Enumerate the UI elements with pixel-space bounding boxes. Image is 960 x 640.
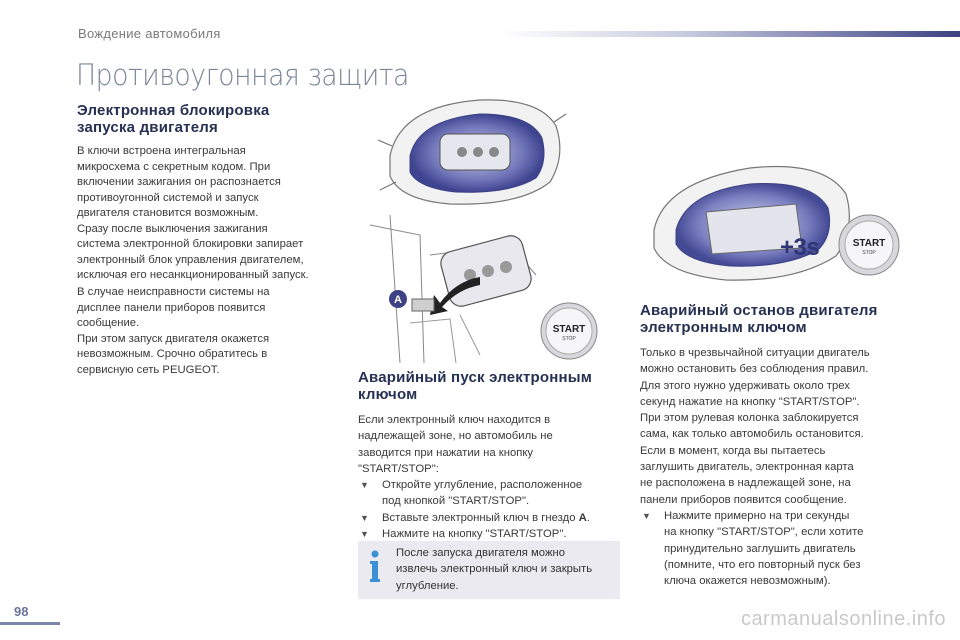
info-text: После запуска двигателя можно извлечь электронный ключ и закрыть углубление. <box>396 547 593 592</box>
section-emergency-start-heading: Аварийный пуск электронным ключом <box>358 369 593 403</box>
list-item: ▼ Нажмите примерно на три секунды на кнопку "START/STOP", если хотите принудительно заглушить двигатель (помните, что его повторный пуск без ключа окажется невозможным). <box>642 509 864 588</box>
start-label: START <box>552 324 586 335</box>
page-number-rule <box>0 622 60 625</box>
bullet-arrow-icon: ▼ <box>642 510 651 521</box>
bullet-arrow-icon: ▼ <box>360 512 369 523</box>
list-item: ▼ Нажмите на кнопку "START/STOP". <box>358 526 628 542</box>
watermark: carmanualsonline.info <box>740 608 946 630</box>
car-key-illustration <box>370 86 570 214</box>
page-number: 98 <box>14 604 29 619</box>
info-icon <box>368 549 382 585</box>
start-label-2: START <box>852 238 886 249</box>
callout-a-label: A <box>394 294 402 306</box>
bullet-arrow-icon: ▼ <box>360 529 369 540</box>
page-title: Противоугонная защита <box>76 58 409 92</box>
chapter-title: Вождение автомобиля <box>78 26 221 41</box>
section-immobiliser-fault <box>77 285 327 379</box>
section-immobiliser <box>77 102 347 284</box>
stop-label: STOP <box>562 336 576 342</box>
section-emergency-stop <box>640 302 910 589</box>
fault-text: В случае неисправности системы на дисплее панели приборов появится сообщение. При этом запуск двигателя окажется невозможным. Срочно обратитесь в сервисную сеть PEUGEOT. <box>77 286 270 376</box>
list-item: ▼ Откройте углубление, расположенное под кнопкой "START/STOP". <box>360 479 583 508</box>
start-stop-button-2 <box>838 214 900 276</box>
car-zone-illustration <box>646 152 858 290</box>
emergency-start-text: Если электронный ключ находится в надлежащей зоне, но автомобиль не заводится при нажатии на кнопку "START/STOP": ▼ Откройте углубление, расположенное под кнопкой "START/STOP". ▼ Вставьте электронный ключ в гнездо A. ▼ Нажмите на кнопку "START/STOP". <box>358 412 628 542</box>
section-emergency-start <box>358 369 628 542</box>
section-immobiliser-heading: Электронная блокировка запуска двигателя <box>77 102 270 136</box>
info-box <box>358 541 620 599</box>
section-emergency-stop-heading: Аварийный останов двигателя электронным ключом <box>640 302 878 336</box>
list-item: ▼ Вставьте электронный ключ в гнездо A. <box>358 510 628 526</box>
start-stop-button-1 <box>540 302 598 360</box>
three-seconds-label: +3s <box>780 234 820 261</box>
bullet-arrow-icon: ▼ <box>360 480 369 491</box>
section-immobiliser-text: В ключи встроена интегральная микросхема с секретным кодом. При включении зажигания он распознается противоугонной системой и запуск двигателя становится возможным. Сразу после выключения зажигания система электронной блокировки запирает электронный блок управления двигателем, исключая его несанкционированный запуск. <box>77 145 309 281</box>
emergency-stop-text: Только в чрезвычайной ситуации двигатель можно остановить без соблюдения правил. Для этого нужно удерживать около трех секунд нажатие на кнопку "START/STOP". При этом рулевая колонка заблокируется сама, как только автомобиль остановится. Если в момент, когда вы пытаетесь заглушить двигатель, электронная карта не расположена в надлежащей зоне, на панели приборов появится сообщение. ▼ Нажмите примерно на три секунды на кнопку "START/STOP", если хотите принудительно заглушить двигатель (помните, что его повторный пуск без ключа окажется невозможным). <box>640 345 910 589</box>
stop-label-2: STOP <box>862 250 876 256</box>
header-rule <box>500 31 960 37</box>
key-slot-illustration <box>360 215 540 363</box>
